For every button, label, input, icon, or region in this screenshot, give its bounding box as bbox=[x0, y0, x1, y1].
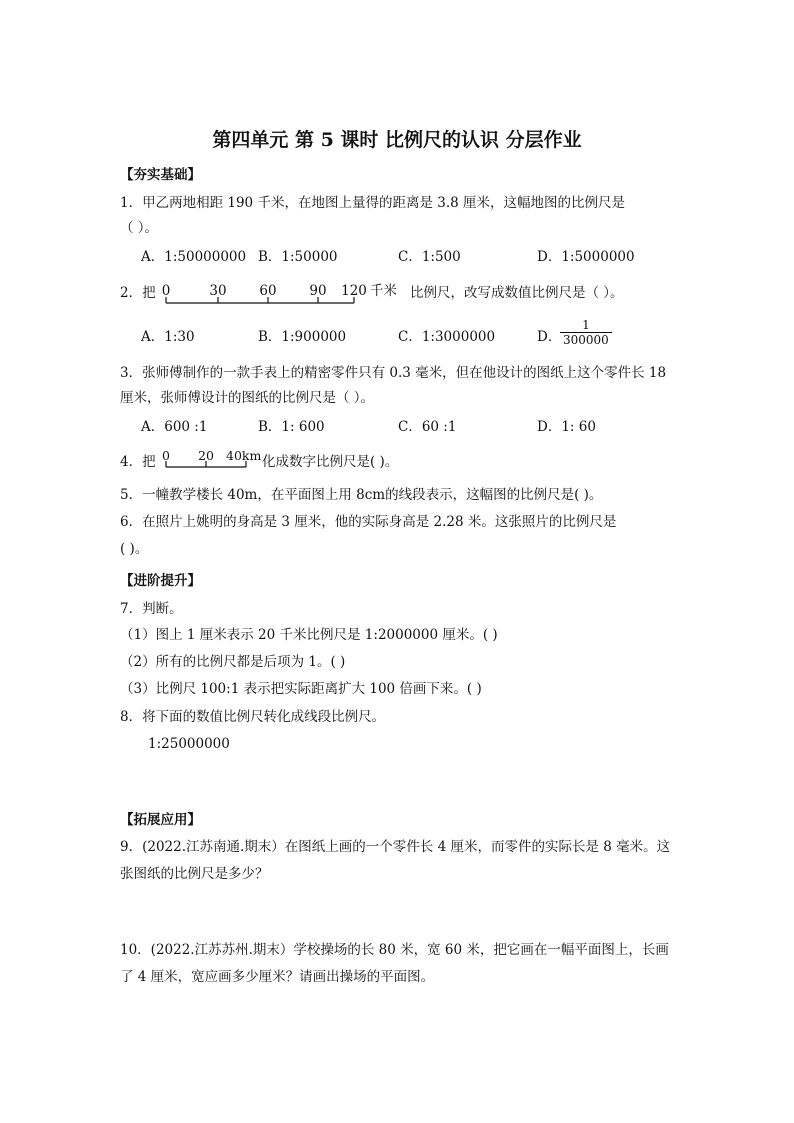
q1-option-b: B．1:50000 bbox=[258, 249, 338, 265]
q3-option-d: D．1: 60 bbox=[537, 419, 596, 435]
q2-option-d-fraction bbox=[560, 318, 612, 347]
section-basic: 【夯实基础】 bbox=[120, 167, 201, 183]
q4-scale-tick-1: 20 bbox=[198, 448, 214, 463]
q7-item-3: （3）比例尺 100:1 表示把实际距离扩大 100 倍画下来。( ) bbox=[120, 681, 482, 697]
section-advanced: 【进阶提升】 bbox=[120, 573, 201, 589]
q1-line1: 1．甲乙两地相距 190 千米，在地图上量得的距离是 3.8 厘米，这幅地图的比例尺是 bbox=[120, 195, 625, 211]
q3-option-a: A．600 :1 bbox=[141, 419, 208, 435]
q2-prefix: 2．把 bbox=[120, 285, 156, 301]
page-title: 第四单元 第 5 课时 比例尺的认识 分层作业 bbox=[212, 129, 582, 151]
q6-line1: 6．在照片上姚明的身高是 3 厘米，他的实际身高是 2.28 米。这张照片的比例尺是 bbox=[120, 514, 617, 530]
section-extend: 【拓展应用】 bbox=[120, 812, 201, 828]
fraction-numerator: 1 bbox=[560, 318, 612, 333]
q1-option-d: D．1:5000000 bbox=[537, 249, 635, 265]
q1-line2: （ ）。 bbox=[120, 220, 159, 236]
q2-suffix: 比例尺，改写成数值比例尺是（ ）。 bbox=[410, 285, 624, 301]
q10-line1: 10．(2022.江苏苏州.期末）学校操场的长 80 米，宽 60 米，把它画在一幅平面图上，长画 bbox=[120, 942, 669, 958]
q3-line1: 3．张师傅制作的一款手表上的精密零件只有 0.3 毫米，但在他设计的图纸上这个零件长 18 bbox=[120, 365, 667, 381]
q2-scale-tick-1: 30 bbox=[209, 283, 227, 299]
q7-item-2: （2）所有的比例尺都是后项为 1。( ) bbox=[120, 654, 346, 670]
q1-option-c: C．1:500 bbox=[398, 249, 461, 265]
q9-line1: 9．(2022.江苏南通.期末）在图纸上画的一个零件长 4 厘米，而零件的实际长是 8 毫米。这 bbox=[120, 839, 671, 855]
q1-option-a: A．1:50000000 bbox=[141, 249, 247, 265]
q2-scale-tick-2: 60 bbox=[259, 283, 277, 299]
q6-line2: ( )。 bbox=[120, 541, 149, 557]
q2-option-c: C．1:3000000 bbox=[398, 329, 496, 345]
q2-scale-tick-0: 0 bbox=[161, 283, 171, 299]
q3-option-c: C．60 :1 bbox=[398, 419, 457, 435]
q2-option-a: A．1:30 bbox=[141, 329, 195, 345]
q7-stem: 7．判断。 bbox=[120, 601, 183, 617]
q2-option-d: D． bbox=[537, 329, 562, 345]
fraction-denominator: 300000 bbox=[563, 333, 609, 347]
q4-suffix: 化成数字比例尺是( )。 bbox=[262, 454, 399, 470]
q8-ratio: 1:25000000 bbox=[148, 736, 230, 752]
q3-line2: 厘米，张师傅设计的图纸的比例尺是（ ）。 bbox=[120, 390, 375, 406]
q3-option-b: B．1: 600 bbox=[258, 419, 325, 435]
q7-item-1: （1）图上 1 厘米表示 20 千米比例尺是 1:2000000 厘米。( ) bbox=[120, 627, 498, 643]
q2-line-scale bbox=[158, 278, 398, 308]
q2-scale-unit: 千米 bbox=[370, 283, 397, 299]
q4-scale-tick-2: 40km bbox=[226, 448, 262, 463]
q5-line1: 5．一幢教学楼长 40m，在平面图上用 8cm的线段表示，这幅图的比例尺是( )。 bbox=[120, 487, 603, 503]
q2-scale-tick-4: 120 bbox=[341, 283, 367, 299]
q4-line-scale bbox=[158, 445, 263, 475]
q10-line2: 了 4 厘米，宽应画多少厘米？请画出操场的平面图。 bbox=[120, 969, 435, 985]
q8-stem: 8．将下面的数值比例尺转化成线段比例尺。 bbox=[120, 709, 386, 725]
q2-option-b: B．1:900000 bbox=[258, 329, 347, 345]
q9-line2: 张图纸的比例尺是多少？ bbox=[120, 866, 269, 882]
q4-scale-tick-0: 0 bbox=[162, 448, 170, 463]
q2-scale-tick-3: 90 bbox=[309, 283, 327, 299]
q4-prefix: 4．把 bbox=[120, 454, 156, 470]
